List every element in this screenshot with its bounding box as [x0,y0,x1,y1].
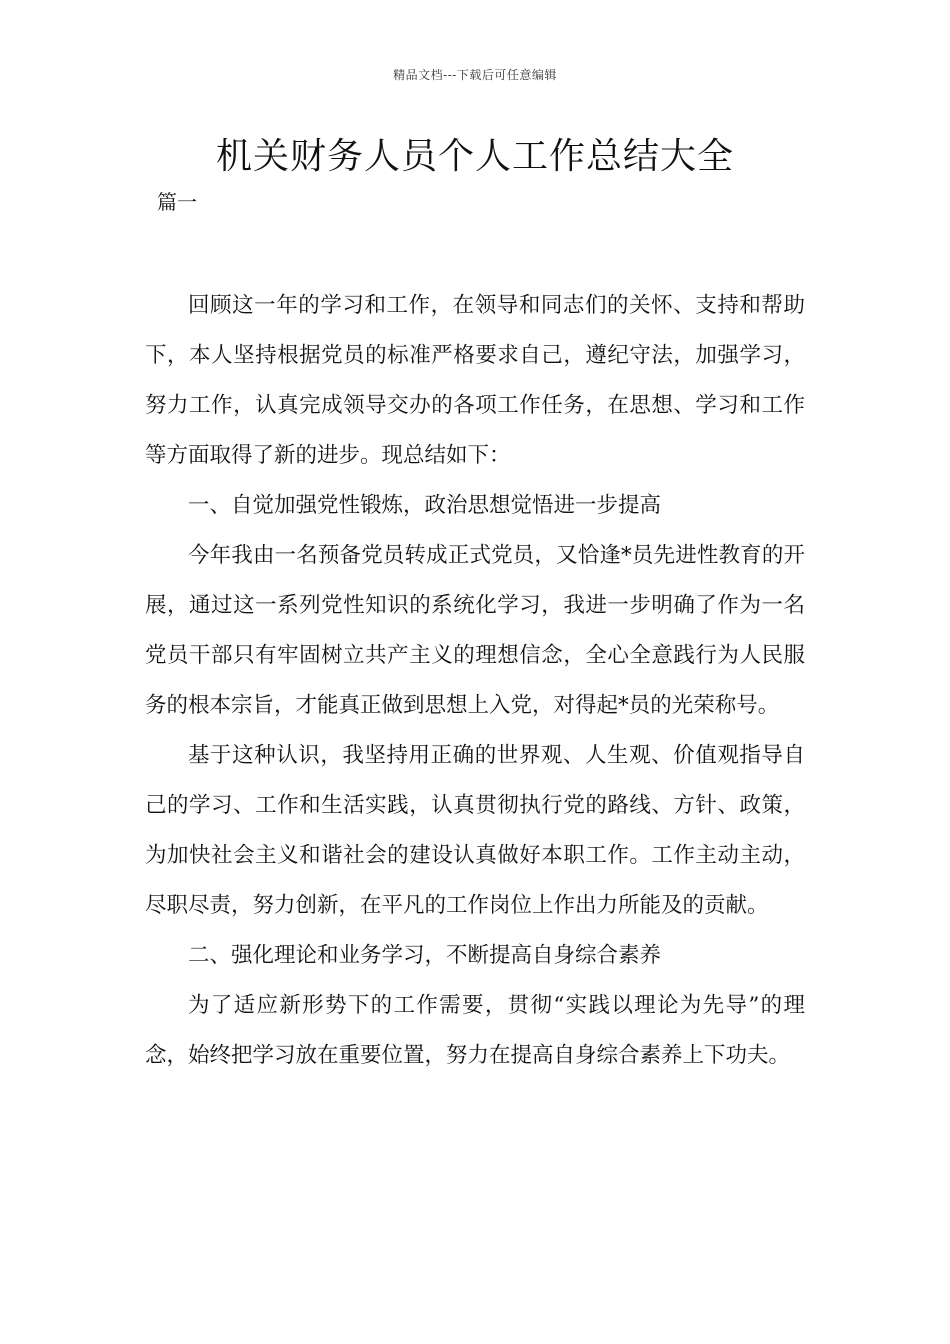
document-title: 机关财务人员个人工作总结大全 [215,136,734,177]
document-body [145,281,805,1081]
paragraph: 为了适应新形势下的工作需要，贯彻“实践以理论为先导”的理念，始终把学习放在重要位置，努力在提高自身综合素养上下功夫。 [145,993,805,1068]
section-heading-2: 二、强化理论和业务学习，不断提高自身综合素养 [188,943,662,968]
header-note: 精品文档---下载后可任意编辑 [393,68,557,82]
part-label: 篇一 [157,190,197,214]
paragraph-intro: 回顾这一年的学习和工作，在领导和同志们的关怀、支持和帮助下，本人坚持根据党员的标准严格要求自己，遵纪守法，加强学习，努力工作，认真完成领导交办的各项工作任务，在思想、学习和工作等方面取得了新的进步。现总结如下： [145,293,805,468]
paragraph: 今年我由一名预备党员转成正式党员，又恰逢*员先进性教育的开展，通过这一系列党性知识的系统化学习，我进一步明确了作为一名党员干部只有牢固树立共产主义的理想信念，全心全意践行为人民服务的根本宗旨，才能真正做到思想上入党，对得起*员的光荣称号。 [145,543,805,718]
section-heading-1: 一、自觉加强党性锻炼，政治思想觉悟进一步提高 [188,493,662,518]
paragraph: 基于这种认识，我坚持用正确的世界观、人生观、价值观指导自己的学习、工作和生活实践，认真贯彻执行党的路线、方针、政策，为加快社会主义和谐社会的建设认真做好本职工作。工作主动主动，尽职尽责，努力创新，在平凡的工作岗位上作出力所能及的贡献。 [145,743,805,918]
